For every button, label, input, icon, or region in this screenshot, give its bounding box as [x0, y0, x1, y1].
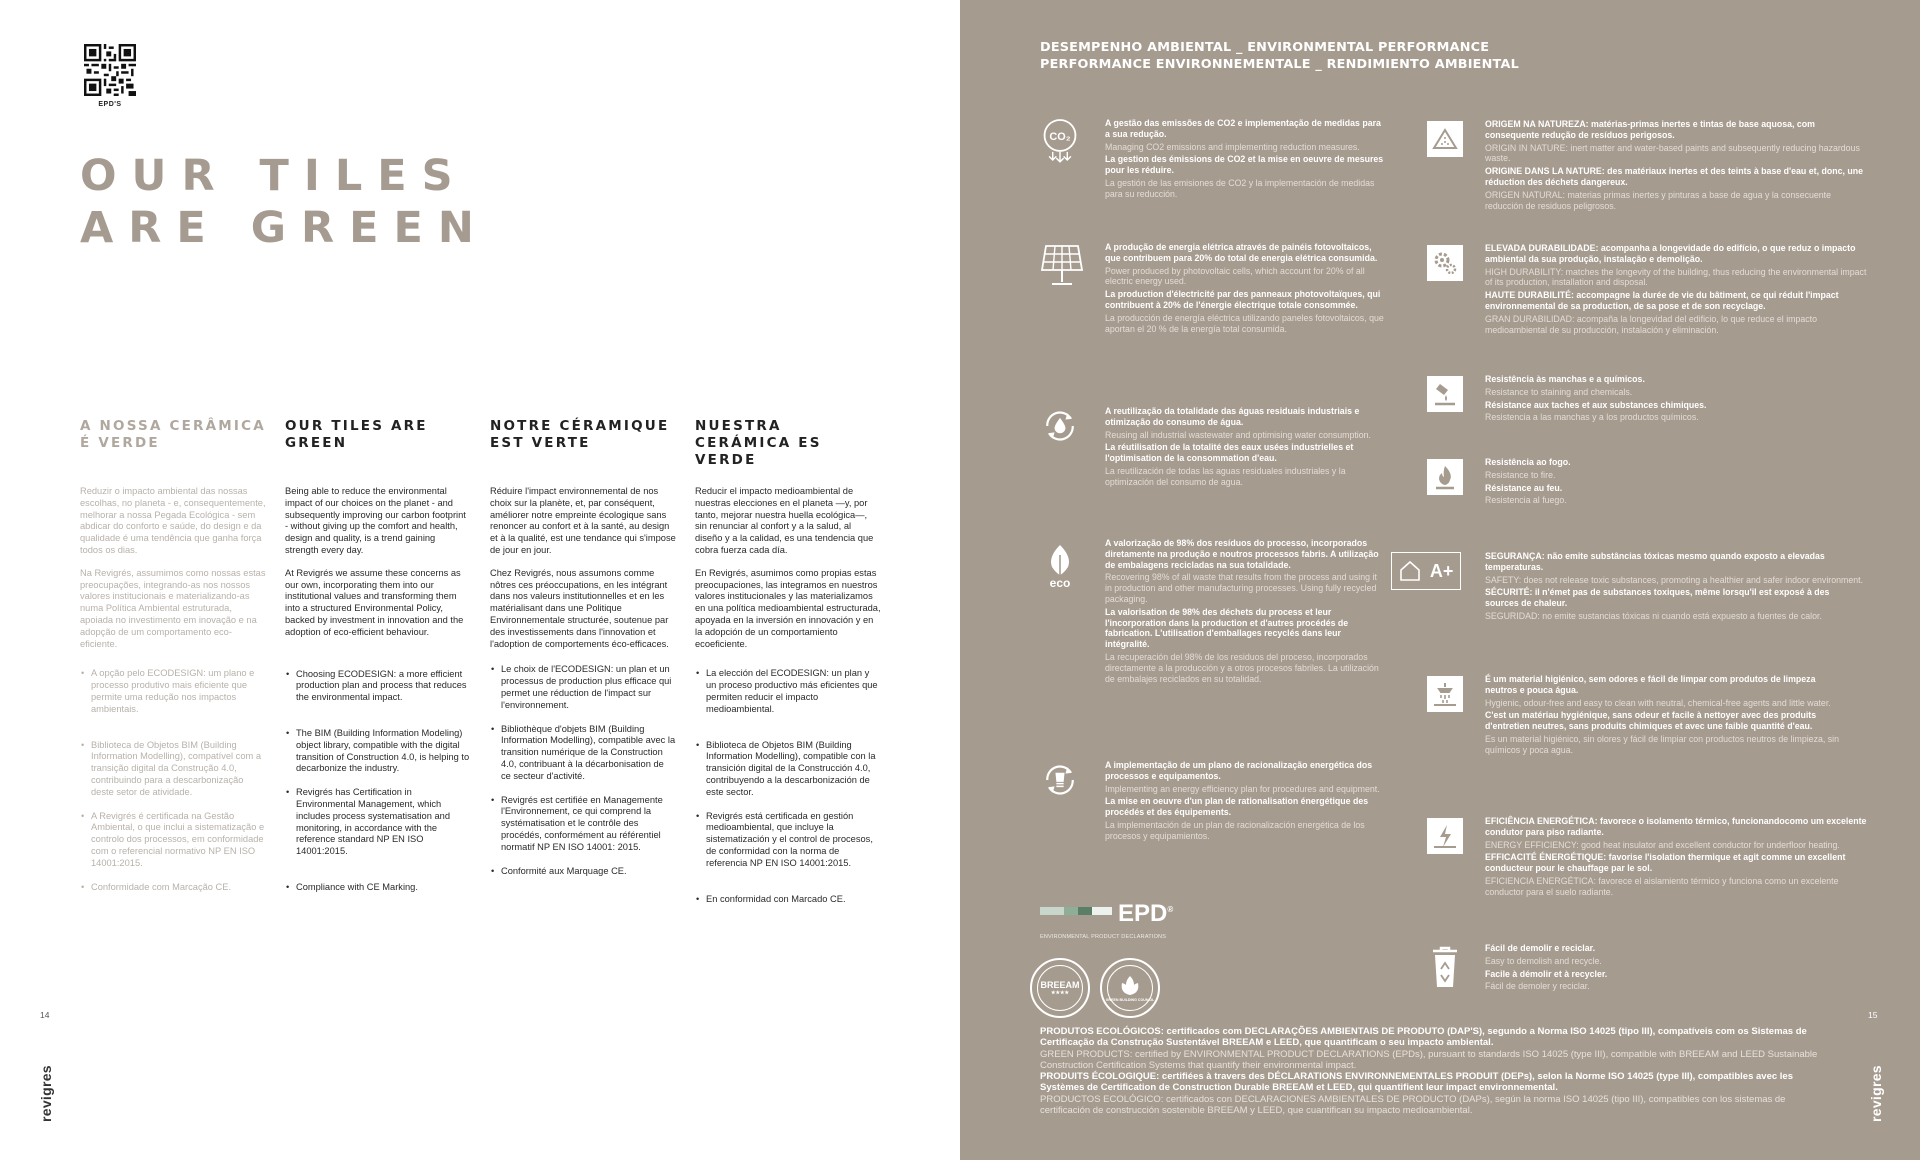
- feature-es: Fácil de demoler y reciclar.: [1485, 981, 1590, 992]
- list-item: • Revigrés has Certification in Environmental Management, which includes process systematisation and monitoring, in accordance with the reference standard NP EN ISO 14001:2015.: [285, 787, 471, 858]
- feature-pt: EFICIÊNCIA ENERGÉTICA: favorece o isolamento térmico, funcionandocomo um excelente condutor para piso radiante.: [1485, 816, 1867, 837]
- feature-pt: A valorização de 98% dos resíduos do processo, incorporados diretamente na produção e noutros processos fabris. A utilização de embalagens recicladas na sua totalidade.: [1105, 538, 1379, 570]
- feature-pt: A produção de energia elétrica através de painéis fotovoltaicos, que contribuem para 20% do total de energia elétrica consumida.: [1105, 242, 1378, 263]
- feature-pt: SEGURANÇA: não emite substâncias tóxicas mesmo quando exposto a elevadas temperaturas.: [1485, 551, 1825, 572]
- leaf-icon: [1119, 975, 1141, 997]
- list-item: • Revigrés est certifiée en Managemente l'Environnement, ce qui comprend la systématisation et le contrôle des procédés, conformément au référentiel normatif NP EN ISO 14001: 2015.: [490, 795, 676, 854]
- recycle-bin-icon: [1425, 943, 1465, 991]
- feature-es: La gestión de las emisiones de CO2 y la implementación de medidas para su reducción.: [1105, 177, 1375, 199]
- paragraph: Chez Revigrés, nous assumons comme nôtres ces préoccupations, en les intégrant dans nos valeurs institutionnelles et en les matérialisant dans une Politique Environnementale structurée, soutenue par des investissements dans l'innovation et l'adoption de comportements éco-efficaces.: [490, 567, 669, 649]
- feature-es: ORIGEN NATURAL: materias primas inertes y pinturas a base de agua y la consecuente reducción de residuos peligrosos.: [1485, 189, 1832, 211]
- feature-es: SEGURIDAD: no emite sustancias tóxicas ni cuando está expuesto a fuentes de calor.: [1485, 610, 1822, 621]
- column-pt: [80, 418, 266, 904]
- list-item: • Revigrés está certificada en gestión medioambiental, que incluye la sistematización y el control de procesos, de conformidad con la norma de referencia NP EN ISO 14001:2015.: [695, 811, 881, 870]
- list-item: • Conformité aux Marquage CE.: [490, 866, 676, 878]
- list-item: • Biblioteca de Objetos BIM (Building Information Modelling), compatível com a transição digital da Construção 4.0, contribuindo para a descarbonização deste setor de atividade.: [80, 740, 266, 799]
- feature-fr: Facile à démolir et à recycler.: [1485, 968, 1608, 979]
- feature-en: Managing CO2 emissions and implementing reduction measures.: [1105, 141, 1360, 152]
- epd-text: EPD: [1118, 900, 1168, 927]
- fire-resistance-icon: [1425, 457, 1465, 497]
- qr-label: EPD'S: [98, 101, 122, 108]
- feature-en: Reusing all industrial wastewater and optimising water consumption.: [1105, 429, 1371, 440]
- page-number: 14: [40, 1010, 50, 1020]
- list-item: • Conformidade com Marcação CE.: [80, 882, 266, 894]
- gears-durability-icon: [1425, 243, 1465, 283]
- paragraph: Reducir el impacto medioambiental de nuestras elecciones en el planeta —y, por tanto, mejorar nuestra huella ecológica—, sin renunciar al confort y a la salud, al diseño y a la calidad, es una tendencia que cobra fuerza cada día.: [695, 486, 874, 555]
- epd-wordmark: [1118, 900, 1173, 928]
- water-recycle-icon: [1040, 406, 1080, 446]
- list-item: • Compliance with CE Marking.: [285, 882, 471, 894]
- list-item: • The BIM (Building Information Modeling) object library, compatible with the digital transition of Construction 4.0, is helping to decarbonize the industry.: [285, 728, 471, 775]
- feature-es: La reutilización de todas las aguas residuales industriales y la optimización del consumo de agua.: [1105, 465, 1346, 487]
- svg-text:CO₂: CO₂: [1049, 131, 1071, 143]
- feature-en: Recovering 98% of all waste that results from the process and using it in production and other manufacturing processes. Using fully recycled packaging.: [1105, 572, 1377, 604]
- eco-products-footer: [1040, 1026, 1830, 1116]
- nature-origin-icon: [1425, 119, 1465, 159]
- brand-logo: revigres: [1868, 1065, 1884, 1122]
- eco-leaf-icon: [1040, 538, 1080, 594]
- bullet-list: [285, 669, 471, 894]
- feature-en: Implementing an energy efficiency plan for procedures and equipment.: [1105, 783, 1380, 794]
- feature-es: La implementación de un plan de racionalización energética de los procesos y equipamientos.: [1105, 819, 1365, 841]
- epd-reg-mark: ®: [1167, 905, 1174, 914]
- green-council-label: GREEN BUILDING COUNCIL: [1105, 997, 1155, 1002]
- feature-fr: HAUTE DURABILITÉ: accompagne la durée de vie du bâtiment, ce qui réduit l'impact environnemental de sa production, de sa pose et de son recyclage.: [1485, 290, 1839, 311]
- eco-label: eco: [1049, 576, 1071, 590]
- feature-fr: La production d'électricité par des panneaux photovoltaïques, qui contribuent à 20% de l'énergie électrique totale consommée.: [1105, 289, 1381, 310]
- hygiene-shower-icon: [1425, 674, 1465, 714]
- feature-es: EFICIENCIA ENERGÉTICA: favorece el aislamiento térmico y funciona como un excelente conductor para el suelo radiante.: [1485, 875, 1839, 897]
- list-item: • Biblioteca de Objetos BIM (Building Information Modelling), compatible con la transición digital de la Construcción 4.0, contribuyendo a la descarbonización de este sector.: [695, 740, 881, 799]
- feature-es: GRAN DURABILIDAD: acompaña la longevidad del edificio, lo que reduce el impacto medioambiental de su producción, instalación y eliminación.: [1485, 313, 1818, 335]
- co2-icon: [1040, 120, 1080, 160]
- feature-es: La recuperación del 98% de los residuos del proceso, incorporados directamente a la producción y a otros procesos fabriles. La utilización de embalajes reciclados en su totalidad.: [1105, 651, 1379, 684]
- list-item: • A Revigrés é certificada na Gestão Ambiental, o que inclui a sistematização e controlo dos processos, em conformidade com o referencial normativo NP EN ISO 14001:2015.: [80, 811, 266, 870]
- feature-en: ORIGIN IN NATURE: inert matter and water-based paints and subsequently reducing hazardous waste.: [1485, 142, 1860, 164]
- column-fr: [490, 418, 676, 888]
- list-item: • La elección del ECODESIGN: un plan y un proceso productivo más eficientes que permiten reducir el impacto medioambiental.: [695, 668, 881, 715]
- feature-fr: La réutilisation de la totalité des eaux usées industrielles et l'optimisation de la consommation d'eau.: [1105, 442, 1354, 464]
- hero-title: [80, 150, 489, 254]
- air-quality-grade: A+: [1429, 560, 1454, 581]
- list-item: • Bibliothèque d'objets BIM (Building Information Modelling), compatible avec la transition numérique de la Construction 4.0, contribuant à la décarbonisation de ce secteur d'activité.: [490, 724, 676, 783]
- stain-resistance-icon: [1425, 374, 1465, 414]
- air-quality-label-icon: [1390, 551, 1462, 591]
- paragraph: At Revigrés we assume these concerns as our own, incorporating them into our institutional values and transforming them into a structured Environmental Policy, backed by investment in innovation and the adoption of eco-efficient behaviour.: [285, 567, 464, 637]
- paragraph: En Revigrés, asumimos como propias estas preocupaciones, las integramos en nuestros valores institucionales y las materializamos en una política medioambiental estructurada, apoyada en la inversión en innovación y en la adopción de un comportamiento ecoeficiente.: [695, 567, 881, 649]
- feature-en: Resistance to fire.: [1485, 469, 1556, 480]
- section-title-line-1: DESEMPENHO AMBIENTAL _ ENVIRONMENTAL PERFORMANCE: [1040, 40, 1490, 55]
- feature-es: Resistencia a las manchas y a los productos químicos.: [1485, 412, 1699, 423]
- paragraph: Being able to reduce the environmental impact of our choices on the planet - and subsequently improving our carbon footprint - without giving up the comfort and health, design and quality, is a trend gaining strength every day.: [285, 486, 466, 555]
- feature-pt: A implementação de um plano de racionalização energética dos processos e equipamentos.: [1105, 760, 1373, 781]
- section-title: [1040, 40, 1519, 73]
- epd-subtitle: ENVIRONMENTAL PRODUCT DECLARATIONS: [1040, 934, 1167, 940]
- column-title: OUR TILES ARE GREEN: [285, 418, 428, 451]
- column-title: NOTRE CÉRAMIQUE EST VERTE: [490, 418, 670, 451]
- epd-bars-icon: [1040, 905, 1114, 917]
- hero-line-2: ARE GREEN: [80, 203, 489, 253]
- epd-logo: [1040, 900, 1174, 940]
- footer-fr: PRODUITS ÉCOLOGIQUE: certifiées à travers des DÉCLARATIONS ENVIRONNEMENTALES PRODUIT (DEPs), selon la Norme ISO 14025 (type III), compatibles avec les Systèmes de Certification de Construction Durable BREEAM et LEED, qui quantifient leur impact environnemental.: [1040, 1071, 1793, 1094]
- feature-pt: ELEVADA DURABILIDADE: acompanha a longevidade do edifício, o que reduz o impacto ambiental da sua produção, instalação e demolição.: [1485, 243, 1856, 264]
- footer-es: PRODUCTOS ECOLÓGICO: certificados con DECLARACIONES AMBIENTALES DE PRODUCTO (DAPs), según la norma ISO 14025 (tipo III), compatibles con los sistemas de certificación de construcción sostenible BREEAM y LEED, que cuantifican su impacto medioambiental.: [1040, 1093, 1786, 1117]
- feature-es: Resistencia al fuego.: [1485, 495, 1567, 506]
- feature-en: SAFETY: does not release toxic substances, promoting a healthier and safer indoor environment.: [1485, 574, 1863, 585]
- feature-fr: ORIGINE DANS LA NATURE: des matériaux inertes et des teints à base d'eau et, donc, une réduction des déchets dangereux.: [1485, 166, 1863, 187]
- breeam-stars: ★★★★: [1051, 990, 1069, 996]
- paragraph: Réduire l'impact environnemental de nos choix sur la planète, et, par conséquent, améliorer notre empreinte écologique sans renoncer au confort et à la santé, au design et à la qualité, est une tendance qui s'impose de jour en jour.: [490, 486, 676, 555]
- list-item: • En conformidad con Marcado CE.: [695, 894, 881, 906]
- feature-fr: SÉCURITÉ: il n'émet pas de substances toxiques, même lorsqu'il est exposé à des sources de chaleur.: [1485, 587, 1830, 609]
- feature-fr: EFFICACITÉ ÉNERGÉTIQUE: favorise l'isolation thermique et agit comme un excellent conducteur pour le chauffage par le sol.: [1485, 852, 1846, 874]
- column-title: NUESTRA CERÁMICA ES VERDE: [695, 418, 822, 468]
- feature-en: Resistance to staining and chemicals.: [1485, 386, 1633, 397]
- qr-code-icon[interactable]: [84, 44, 136, 96]
- energy-bulb-icon: [1040, 760, 1080, 800]
- feature-fr: La valorisation de 98% des déchets du process et leur l'incorporation dans la production et d'autres procédés de fabrication. L'utilisation d'emballages recyclés dans leur intégralité.: [1105, 606, 1349, 650]
- paragraph: Na Revigrés, assumimos como nossas estas preocupações, integrando-as nos nossos valores institucionais e materializando-as numa Política Ambiental estruturada, apoiada no investimento em inovação e na adopção de um comportamento eco-eficiente.: [80, 567, 266, 649]
- feature-pt: Fácil de demolir e reciclar.: [1485, 943, 1596, 953]
- footer-en: GREEN PRODUCTS: certified by ENVIRONMENTAL PRODUCT DECLARATIONS (EPDs), pursuant to standards ISO 14025 (type III), compatible with BREEAM and LEED Sustainable Construction Certification Systems that quantify their environmental impact.: [1040, 1048, 1818, 1071]
- feature-pt: É um material higiénico, sem odores e fácil de limpar com produtos de limpeza neutros e pouca água.: [1485, 674, 1816, 695]
- brand-logo: revigres: [38, 1065, 54, 1122]
- page-number: 15: [1868, 1010, 1878, 1020]
- feature-pt: A reutilização da totalidade das águas residuais industriais e otimização do consumo de água.: [1105, 406, 1360, 427]
- section-title-line-2: PERFORMANCE ENVIRONNEMENTALE _ RENDIMIENTO AMBIENTAL: [1040, 56, 1519, 72]
- feature-en: Hygienic, odour-free and easy to clean with neutral, chemical-free agents and little water.: [1485, 697, 1831, 708]
- list-item: • Le choix de l'ECODESIGN: un plan et un processus de production plus efficace qui permet une réduction de l'impact sur l'environnement.: [490, 664, 676, 711]
- energy-efficiency-icon: [1425, 816, 1465, 856]
- bullet-list: [490, 664, 676, 877]
- breeam-label: BREEAM: [1040, 980, 1080, 990]
- feature-pt: Resistência às manchas e a químicos.: [1485, 374, 1645, 384]
- bullet-list: [80, 668, 266, 893]
- feature-en: Power produced by photovoltaic cells, which account for 20% of all electric energy used.: [1105, 265, 1365, 287]
- bullet-list: [695, 668, 881, 905]
- feature-pt: Resistência ao fogo.: [1485, 457, 1571, 467]
- list-item: • A opção pelo ECODESIGN: um plano e processo produtivo mais eficiente que permite uma redução nos impactos ambientais.: [80, 668, 266, 715]
- column-es: [695, 418, 881, 916]
- feature-en: HIGH DURABILITY: matches the longevity of the building, thus reducing the environmental impact of its production, installation and disposal.: [1485, 266, 1867, 288]
- feature-es: La producción de energía eléctrica utilizando paneles fotovoltaicos, que aportan el 20 % de la energía total consumida.: [1105, 312, 1384, 334]
- feature-en: Easy to demolish and recycle.: [1485, 955, 1602, 966]
- feature-en: ENERGY EFFICIENCY: good heat insulator and excellent conductor for underfloor heating.: [1485, 839, 1840, 850]
- hero-line-1: OUR TILES: [80, 151, 468, 201]
- green-building-council-badge: [1100, 958, 1160, 1018]
- solar-panel-icon: [1040, 242, 1084, 288]
- feature-fr: Résistance aux taches et aux substances chimiques.: [1485, 399, 1707, 410]
- column-title: A NOSSA CERÂMICA É VERDE: [80, 418, 266, 451]
- feature-fr: La mise en oeuvre d'un plan de rationalisation énergétique des procédés et des équipements.: [1105, 796, 1369, 818]
- feature-es: Es un material higiénico, sin olores y fácil de limpiar con productos neutros de limpieza, sin químicos y poca agua.: [1485, 733, 1840, 755]
- feature-fr: C'est un matériau hygiénique, sans odeur et facile à nettoyer avec des produits d'entretien neutres, sans produits chimiques et avec une faible quantité d'eau.: [1485, 710, 1817, 732]
- paragraph: Reduzir o impacto ambiental das nossas escolhas, no planeta - e, consequentemente, melhorar a nossa Pegada Ecológica - sem abdicar do conforto e saúde, do design e da qualidade é uma tendência que ganha força todos os dias.: [80, 486, 266, 555]
- right-page: [960, 0, 1920, 1160]
- list-item: • Choosing ECODESIGN: a more efficient production plan and process that reduces the environmental impact.: [285, 669, 471, 704]
- feature-fr: Résistance au feu.: [1485, 482, 1563, 493]
- footer-pt: PRODUTOS ECOLÓGICOS: certificados com DECLARAÇÕES AMBIENTAIS DE PRODUTO (DAP'S), segundo a Norma ISO 14025 (tipo III), compatíveis com os Sistemas de Certificação da Construção Sustentável BREEAM e LEED, que quantificam o seu impacto ambiental.: [1040, 1026, 1807, 1049]
- feature-fr: La gestion des émissions de CO2 et la mise en oeuvre de mesures pour les réduire.: [1105, 154, 1384, 176]
- column-en: [285, 418, 471, 905]
- breeam-badge: [1030, 958, 1090, 1018]
- feature-pt: A gestão das emissões de CO2 e implementação de medidas para a sua redução.: [1105, 118, 1381, 139]
- feature-pt: ORIGEM NA NATUREZA: matérias-primas inertes e tintas de base aquosa, com consequente redução de resíduos perigosos.: [1485, 119, 1815, 140]
